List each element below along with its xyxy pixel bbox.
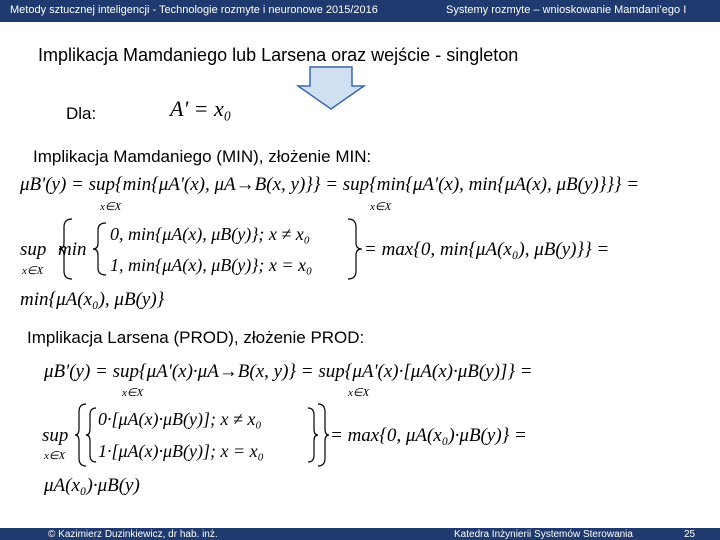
larsen-case-row-1: 0·[μA(x)·μB(y)]; x ≠ x₀: [98, 409, 262, 429]
for-label: Dla:: [66, 104, 97, 123]
mamdani-inner-min: min: [58, 239, 87, 260]
larsen-left-braces: [74, 402, 98, 468]
footer-department: Katedra Inżynierii Systemów Sterowania: [454, 529, 633, 540]
larsen-rhs: = max{0, μA(x₀)·μB(y)} =: [330, 425, 527, 446]
larsen-result: μA(x₀)·μB(y): [44, 475, 140, 496]
page-number: 25: [684, 529, 696, 540]
header-course-title: Metody sztucznej inteligencji - Technologie rozmyte i neuronowe 2015/2016: [10, 4, 378, 16]
larsen-right-braces: [306, 402, 330, 468]
mamdani-sup-subscript: x∈X: [22, 265, 44, 277]
larsen-equation-1: μB'(y) = sup{μA'(x)·μA→B(x, y)} = sup{μA'(x)·[μA(x)·μB(y)]} =: [44, 361, 533, 382]
mamdani-case-row-1: 0, min{μA(x), μB(y)}; x ≠ x₀: [110, 224, 311, 244]
larsen-eq1-subscript-1: x∈X: [122, 387, 144, 399]
mamdani-equation-1: μB'(y) = sup{min{μA'(x), μA→B(x, y)}} = sup{min{μA'(x), min{μA(x), μB(y)}}} =: [20, 174, 640, 195]
mamdani-case-row-2: 1, min{μA(x), μB(y)}; x = x₀: [110, 255, 313, 275]
larsen-sup-subscript: x∈X: [44, 450, 66, 462]
header-section-title: Systemy rozmyte – wnioskowanie Mamdani’ego I: [446, 4, 687, 16]
larsen-eq1-subscript-2: x∈X: [348, 387, 370, 399]
footer-author: © Kazimierz Duzinkiewicz, dr hab. inż.: [48, 529, 218, 540]
mamdani-eq1-subscript-2: x∈X: [370, 201, 392, 213]
mamdani-rhs: = max{0, min{μA(x₀), μB(y)}} =: [364, 239, 610, 260]
larsen-sup: sup: [42, 425, 69, 446]
mamdani-eq1-subscript-1: x∈X: [100, 201, 122, 213]
slide-footer: [0, 528, 720, 540]
assumption-formula: A' = x₀: [170, 96, 232, 121]
down-arrow-icon: [296, 66, 366, 110]
mamdani-sup: sup: [20, 239, 47, 260]
larsen-case-row-2: 1·[μA(x)·μB(y)]; x = x₀: [98, 441, 264, 461]
mamdani-result: min{μA(x₀), μB(y)}: [20, 289, 165, 310]
larsen-heading: Implikacja Larsena (PROD), złożenie PROD:: [27, 328, 365, 347]
mamdani-right-brace: [346, 217, 364, 281]
mamdani-heading: Implikacja Mamdaniego (MIN), złożenie MIN:: [33, 147, 372, 166]
slide-title: Implikacja Mamdaniego lub Larsena oraz wejście - singleton: [38, 45, 519, 65]
slide-header: [0, 0, 720, 22]
